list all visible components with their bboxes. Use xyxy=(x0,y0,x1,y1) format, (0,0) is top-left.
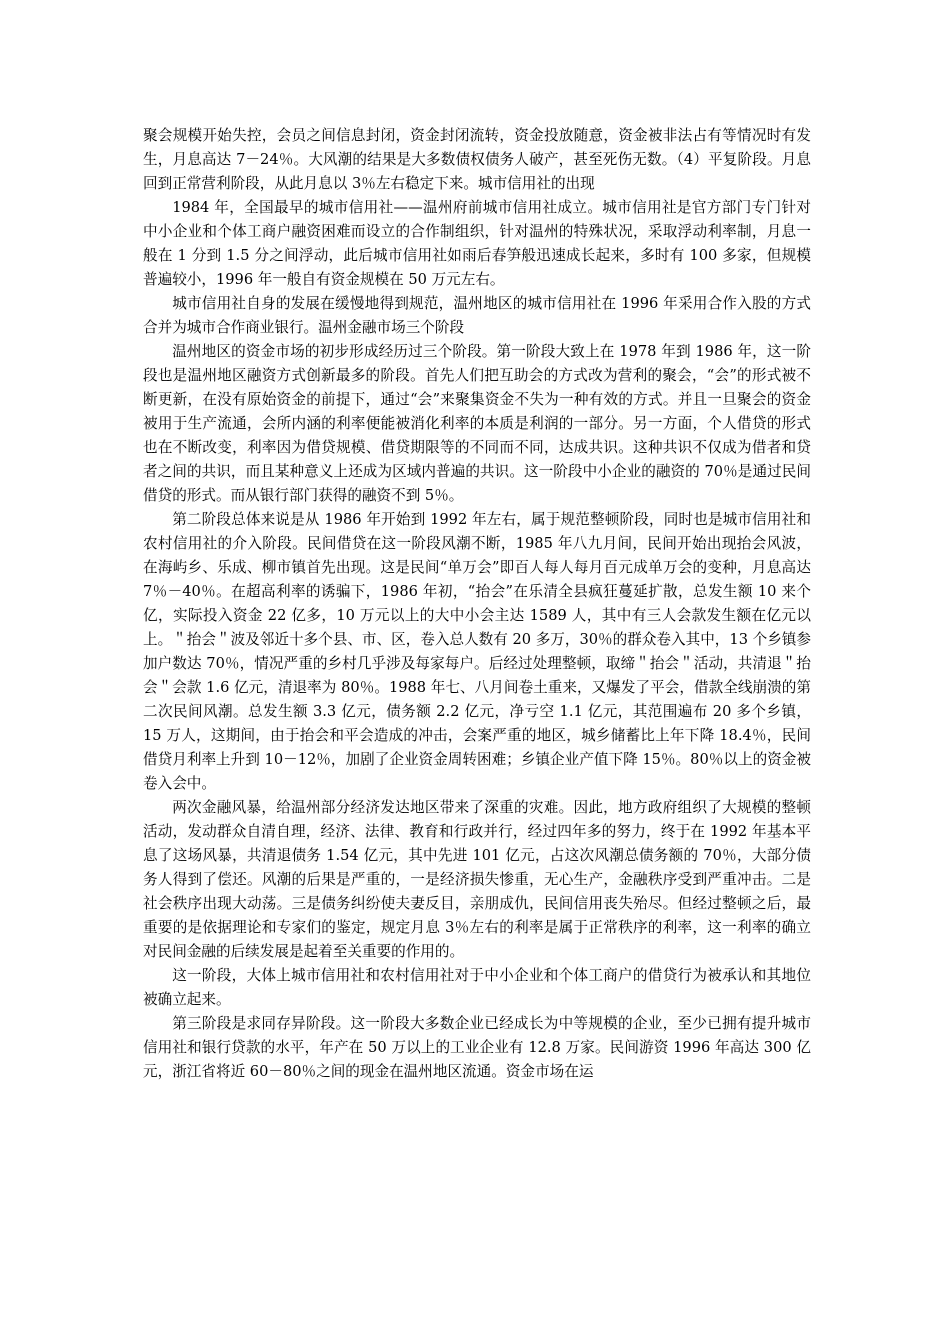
paragraph-4: 温州地区的资金市场的初步形成经历过三个阶段。第一阶段大致上在 1978 年到 1986 年，这一阶段也是温州地区融资方式创新最多的阶段。首先人们把互助会的方式改为营利的聚会，“会”的形式被不断更新，在没有原始资金的前提下，通过“会”来聚集资金不失为一种有效的方式。并且一旦聚会的资金被用于生产流通，会所内涵的利率便能被消化利率的本质是利润的一部分。另一方面，个人借贷的形式也在不断改变，利率因为借贷规模、借贷期限等的不同而不同，达成共识。这种共识不仅成为借者和贷者之间的共识，而且某种意义上还成为区域内普遍的共识。这一阶段中小企业的融资的 70％是通过民间借贷的形式。而从银行部门获得的融资不到 5％。 xyxy=(143,343,811,504)
paragraph-6: 两次金融风暴，给温州部分经济发达地区带来了深重的灾难。因此，地方政府组织了大规模的整顿活动，发动群众自清自理，经济、法律、教育和行政并行，经过四年多的努力，终于在 1992 年基本平息了这场风暴，共清退债务 1.54 亿元，其中先进 101 亿元，占这次风潮总债务额的 70％，大部分债务人得到了偿还。风潮的后果是严重的，一是经济损失惨重，无心生产，金融秩序受到严重冲击。二是社会秩序出现大动荡。三是债务纠纷使夫妻反目，亲朋成仇，民间信用丧失殆尽。但经过整顿之后，最重要的是依据理论和专家们的鉴定，规定月息 3％左右的利率是属于正常秩序的利率，这一利率的确立对民间金融的后续发展是起着至关重要的作用的。 xyxy=(143,799,811,960)
document-body xyxy=(143,124,811,1084)
paragraph-3: 城市信用社自身的发展在缓慢地得到规范，温州地区的城市信用社在 1996 年采用合作入股的方式合并为城市合作商业银行。温州金融市场三个阶段 xyxy=(143,295,811,336)
paragraph-5: 第二阶段总体来说是从 1986 年开始到 1992 年左右，属于规范整顿阶段，同时也是城市信用社和农村信用社的介入阶段。民间借贷在这一阶段风潮不断，1985 年八九月间，民间开始出现抬会风波，在海屿乡、乐成、柳市镇首先出现。这是民间“单万会”即百人每人每月百元成单万会的变种，月息高达 7％－40％。在超高利率的诱骗下，1986 年初，“抬会”在乐清全县疯狂蔓延扩散，总发生额 10 来个亿，实际投入资金 22 亿多，10 万元以上的大中小会主达 1589 人，其中有三人会款发生额在亿元以上。＂抬会＂波及邻近十多个县、市、区，卷入总人数有 20 多万，30％的群众卷入其中，13 个乡镇参加户数达 70％，情况严重的乡村几乎涉及每家每户。后经过处理整顿，取缔＂抬会＂活动，共清退＂抬会＂会款 1.6 亿元，清退率为 80％。1988 年七、八月间卷土重来，又爆发了平会，借款全线崩溃的第二次民间风潮。总发生额 3.3 亿元，债务额 2.2 亿元，净亏空 1.1 亿元，其范围遍布 20 多个乡镇，15 万人，这期间，由于抬会和平会造成的冲击，会案严重的地区，城乡储蓄比上年下降 18.4％，民间借贷月利率上升到 10－12％，加剧了企业资金周转困难；乡镇企业产值下降 15％。80％以上的资金被卷入会中。 xyxy=(143,511,811,792)
paragraph-8: 第三阶段是求同存异阶段。这一阶段大多数企业已经成长为中等规模的企业，至少已拥有提升城市信用社和银行贷款的水平，年产在 50 万以上的工业企业有 12.8 万家。民间游资 1996 年高达 300 亿元，浙江省将近 60－80％之间的现金在温州地区流通。资金市场在运 xyxy=(143,1015,811,1080)
paragraph-1: 聚会规模开始失控，会员之间信息封闭，资金封闭流转，资金投放随意，资金被非法占有等情况时有发生，月息高达 7－24％。大风潮的结果是大多数债权债务人破产，甚至死伤无数。（4）平复阶段。月息回到正常营利阶段，从此月息以 3％左右稳定下来。城市信用社的出现 xyxy=(143,127,811,192)
paragraph-2: 1984 年，全国最早的城市信用社——温州府前城市信用社成立。城市信用社是官方部门专门针对中小企业和个体工商户融资困难而设立的合作制组织，针对温州的特殊状况，采取浮动利率制，月息一般在 1 分到 1.5 分之间浮动，此后城市信用社如雨后春笋般迅速成长起来，多时有 100 多家，但规模普遍较小，1996 年一般自有资金规模在 50 万元左右。 xyxy=(143,199,811,288)
paragraph-7: 这一阶段，大体上城市信用社和农村信用社对于中小企业和个体工商户的借贷行为被承认和其地位被确立起来。 xyxy=(143,967,811,1008)
